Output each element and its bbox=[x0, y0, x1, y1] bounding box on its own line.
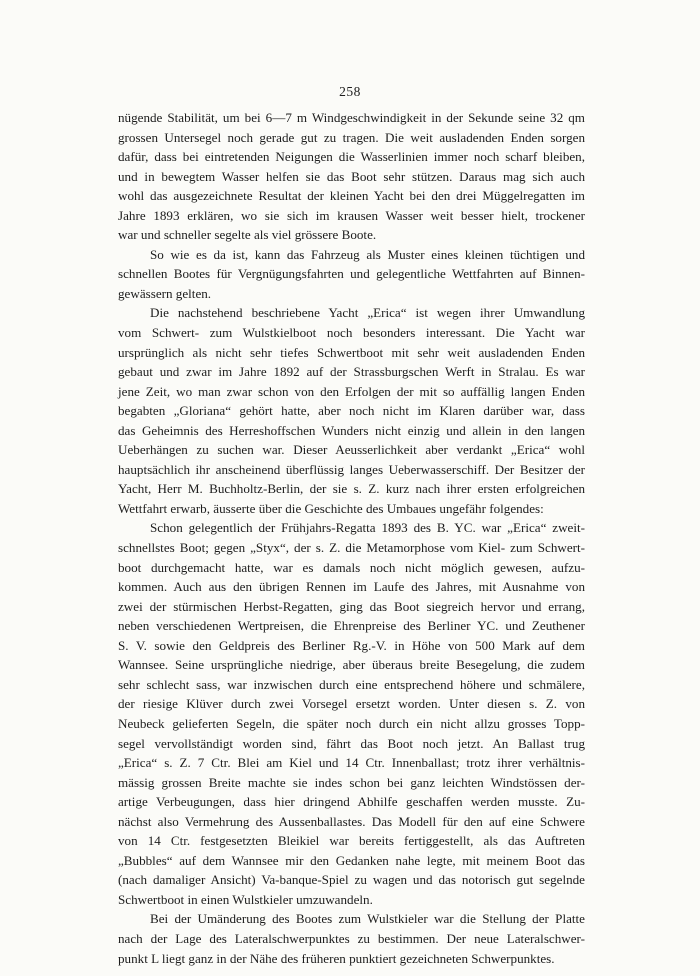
text-line: kommen. Auch aus den übrigen Rennen im Laufe des Jahres, mit Ausnahme von bbox=[118, 579, 585, 595]
text-line: ursprünglich als nicht sehr tiefes Schwertboot mit sehr weit ausladenden Enden bbox=[118, 344, 585, 360]
page-number: 258 bbox=[339, 84, 361, 99]
text-line: begabten „Gloriana“ gehört hatte, aber noch nicht im Klaren darüber war, dass bbox=[118, 403, 585, 419]
text-line: der riesige Klüver durch zwei Vorsegel ersetzt worden. Unter diesen s. Z. von bbox=[118, 696, 585, 712]
text-line: jene Zeit, wo man zwar schon von den Erfolgen der mit so auffällig langen Enden bbox=[118, 383, 585, 399]
text-line: Bei der Umänderung des Bootes zum Wulstkieler war die Stellung der Platte bbox=[150, 911, 585, 927]
text-line: mässig grossen Breite machte sie indes schon bei ganz leichten Windstössen der- bbox=[118, 774, 585, 790]
text-line: Jahre 1893 erklären, wo sie sich im krausen Wasser weit besser hielt, trockener bbox=[118, 207, 585, 223]
text-line: nügende Stabilität, um bei 6—7 m Windgeschwindigkeit in der Sekunde seine 32 qm bbox=[118, 110, 585, 125]
text-line: vom Schwert- zum Wulstkielboot noch besonders interessant. Die Yacht war bbox=[118, 325, 585, 341]
text-line: grossen Untersegel noch gerade gut zu tragen. Die weit ausladenden Enden sorgen bbox=[118, 129, 585, 145]
text-line: boot durchgemacht hatte, war es damals noch nicht möglich gewesen, aufzu- bbox=[118, 559, 585, 575]
paragraph bbox=[118, 909, 585, 968]
text-line: gewässern gelten. bbox=[118, 285, 212, 301]
text-line: So wie es da ist, kann das Fahrzeug als Muster eines kleinen tüchtigen und bbox=[150, 246, 585, 262]
text-line: nächst also Vermehrung des Aussenballastes. Das Modell für den auf eine Schwere bbox=[118, 813, 585, 829]
text-line: schnellen Bootes für Vergnügungsfahrten und gelegentliche Wettfahrten auf Binnen- bbox=[118, 266, 585, 282]
text-line: „Erica“ s. Z. 7 Ctr. Blei am Kiel und 14 Ctr. Innenballast; trotz ihrer verhältnis- bbox=[118, 755, 585, 771]
text-line: wohl das ausgezeichnete Resultat der kleinen Yacht bei den drei Müggelregatten im bbox=[118, 188, 585, 204]
paragraph bbox=[118, 108, 585, 245]
text-line: zwei der stürmischen Herbst-Regatten, ging das Boot siegreich hervor und errang, bbox=[118, 598, 585, 614]
text-line: Schwertboot in einen Wulstkieler umzuwandeln. bbox=[118, 891, 373, 907]
body-text bbox=[118, 108, 585, 968]
text-line: und in bewegtem Wasser helfen sie das Boot sehr stützen. Daraus mag sich auch bbox=[118, 168, 585, 184]
text-line: Neubeck gelieferten Segeln, die später noch durch ein nicht allzu grosses Topp- bbox=[118, 715, 585, 731]
text-line: Wannsee. Seine ursprüngliche niedrige, aber überaus breite Besegelung, die zudem bbox=[118, 657, 585, 673]
paragraph bbox=[118, 518, 585, 909]
text-line: nach der Lage des Lateralschwerpunktes zu bestimmen. Der neue Lateralschwer- bbox=[118, 930, 585, 946]
text-line: „Bubbles“ auf dem Wannsee mir den Gedanken nahe legte, mit meinem Boot das bbox=[118, 852, 585, 868]
text-line: (nach damaliger Ansicht) Va-banque-Spiel zu wagen und das notorisch gut segelnde bbox=[118, 872, 585, 888]
text-line: artige Verbeugungen, dass hier dringend Abhilfe geschaffen werden musste. Zu- bbox=[118, 794, 585, 810]
text-line: hauptsächlich ihr anscheinend überflüssig langes Ueberwasserschiff. Der Besitzer der bbox=[118, 461, 585, 477]
paragraph bbox=[118, 303, 585, 518]
text-line: punkt L liegt ganz in der Nähe des früheren punktiert gezeichneten Schwerpunktes. bbox=[118, 950, 555, 966]
text-line: von 14 Ctr. festgesetzten Bleikiel war bereits fertiggestellt, als das Auftreten bbox=[118, 833, 585, 849]
text-line: segel vervollständigt worden sind, fährt das Boot noch jetzt. An Ballast trug bbox=[118, 735, 585, 751]
text-line: Die nachstehend beschriebene Yacht „Erica“ ist wegen ihrer Umwandlung bbox=[150, 305, 585, 321]
paragraph bbox=[118, 245, 585, 304]
text-line: neben verschiedenen Wertpreisen, die Ehrenpreise des Berliner YC. und Zeuthener bbox=[118, 618, 585, 634]
text-line: das Geheimnis des Herreshoffschen Wunders nicht einzig und allein in den langen bbox=[118, 422, 585, 438]
text-line: S. V. sowie den Geldpreis des Berliner Rg.-V. in Höhe von 500 Mark auf dem bbox=[118, 637, 585, 653]
text-line: schnellstes Boot; gegen „Styx“, der s. Z. die Metamorphose vom Kiel- zum Schwert- bbox=[118, 540, 585, 556]
text-line: Ueberhängen zu suchen war. Dieser Aeusserlichkeit aber verdankt „Erica“ wohl bbox=[118, 442, 585, 458]
text-line: sehr schlecht sass, war inzwischen durch eine entsprechend höhere und schmälere, bbox=[118, 676, 585, 692]
text-line: gebaut und zwar im Jahre 1892 auf der Strassburgschen Werft in Stralau. Es war bbox=[118, 364, 585, 380]
text-line: Schon gelegentlich der Frühjahrs-Regatta 1893 des B. YC. war „Erica“ zweit- bbox=[150, 520, 585, 536]
text-line: Yacht, Herr M. Buchholtz-Berlin, der sie s. Z. kurz nach ihrer ersten erfolgreichen bbox=[118, 481, 585, 497]
text-line: war und schneller segelte als viel grössere Boote. bbox=[118, 227, 377, 243]
text-line: Wettfahrt erwarb, äusserte über die Geschichte des Umbaues ungefähr folgendes: bbox=[118, 500, 544, 516]
text-line: dafür, dass bei eintretenden Neigungen die Wasserlinien immer noch scharf bleiben, bbox=[118, 149, 585, 165]
